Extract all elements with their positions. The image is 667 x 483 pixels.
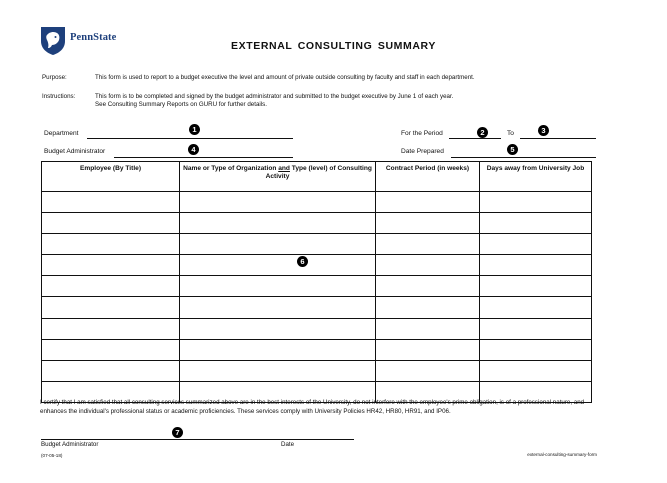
table-cell[interactable] [376, 360, 480, 381]
table-cell[interactable] [42, 234, 180, 255]
table-cell[interactable] [42, 255, 180, 276]
marker-2: 2 [477, 127, 488, 138]
certification-text: I certify that I am satisfied that all consulting services summarized above are in the best interests of the University, do not interfere with the employee's prime obligation, is of a professional nature, and enhances the individual's professional status or academic proficiencies. These services comply with University Policies HR42, HR80, HR91, and IP06. [40, 399, 585, 415]
table-cell[interactable] [480, 339, 592, 360]
marker-7: 7 [172, 427, 183, 438]
table-cell[interactable] [42, 276, 180, 297]
instructions-label: Instructions: [42, 93, 76, 100]
table-row [42, 213, 592, 234]
table-row [42, 234, 592, 255]
consulting-summary-table [41, 161, 592, 403]
table-cell[interactable] [480, 276, 592, 297]
table-cell[interactable] [180, 318, 376, 339]
marker-3: 3 [538, 125, 549, 136]
table-row [42, 276, 592, 297]
table-row [42, 339, 592, 360]
table-cell[interactable] [180, 276, 376, 297]
table-cell[interactable] [42, 339, 180, 360]
date-prepared-field[interactable] [451, 157, 596, 158]
table-cell[interactable] [376, 255, 480, 276]
table-cell[interactable] [480, 234, 592, 255]
period-end-field[interactable] [520, 138, 596, 139]
table-cell[interactable] [180, 360, 376, 381]
table-cell[interactable] [180, 297, 376, 318]
table-header-row [42, 162, 592, 192]
purpose-label: Purpose: [42, 74, 67, 81]
department-field[interactable] [87, 138, 293, 139]
table-row [42, 297, 592, 318]
table-cell[interactable] [42, 318, 180, 339]
table-cell[interactable] [180, 339, 376, 360]
table-cell[interactable] [42, 213, 180, 234]
marker-6: 6 [297, 256, 308, 267]
column-header-employee: Employee (By Title) [42, 162, 180, 192]
table-row [42, 318, 592, 339]
table-cell[interactable] [480, 318, 592, 339]
for-the-period-label: For the Period [401, 130, 443, 137]
table-cell[interactable] [480, 192, 592, 213]
table-cell[interactable] [480, 297, 592, 318]
purpose-text: This form is used to report to a budget executive the level and amount of private outside consulting by faculty and staff in each department. [95, 74, 475, 81]
table-cell[interactable] [376, 213, 480, 234]
table-cell[interactable] [376, 276, 480, 297]
table-cell[interactable] [376, 234, 480, 255]
to-label: To [507, 130, 514, 137]
date-prepared-label: Date Prepared [401, 148, 444, 155]
table-row [42, 255, 592, 276]
table-cell[interactable] [180, 192, 376, 213]
period-start-field[interactable] [449, 138, 501, 139]
department-label: Department [44, 130, 79, 137]
instructions-line2: See Consulting Summary Reports on GURU for further details. [95, 101, 267, 108]
table-cell[interactable] [376, 318, 480, 339]
signature-line[interactable] [41, 439, 354, 440]
column-header-days-away: Days away from University Job [480, 162, 592, 192]
form-version: (07-05-18) [41, 453, 63, 458]
logo-wordmark: PennState [70, 32, 117, 43]
table-cell[interactable] [42, 360, 180, 381]
table-cell[interactable] [376, 297, 480, 318]
signature-date-label: Date [281, 441, 295, 448]
table-cell[interactable] [180, 213, 376, 234]
form-identifier: external-consulting-summary-form [527, 452, 597, 457]
table-cell[interactable] [376, 192, 480, 213]
table-cell[interactable] [180, 255, 376, 276]
table-row [42, 360, 592, 381]
signature-budget-administrator-label: Budget Administrator [41, 441, 99, 448]
column-header-contract-period: Contract Period (in weeks) [376, 162, 480, 192]
table-cell[interactable] [42, 192, 180, 213]
table-cell[interactable] [376, 339, 480, 360]
budget-administrator-field[interactable] [114, 157, 293, 158]
marker-1: 1 [189, 124, 200, 135]
page-title: EXTERNAL CONSULTING SUMMARY [231, 40, 436, 52]
table-row [42, 192, 592, 213]
budget-administrator-label: Budget Administrator [44, 148, 106, 155]
table-cell[interactable] [180, 234, 376, 255]
table-cell[interactable] [480, 213, 592, 234]
marker-5: 5 [507, 144, 518, 155]
table-cell[interactable] [480, 255, 592, 276]
table-cell[interactable] [42, 297, 180, 318]
table-cell[interactable] [480, 360, 592, 381]
marker-4: 4 [188, 144, 199, 155]
column-header-organization: Name or Type of Organization and Type (level) of Consulting Activity [180, 162, 376, 192]
instructions-line1: This form is to be completed and signed by the budget administrator and submitted to the budget executive by June 1 of each year. [95, 93, 454, 100]
